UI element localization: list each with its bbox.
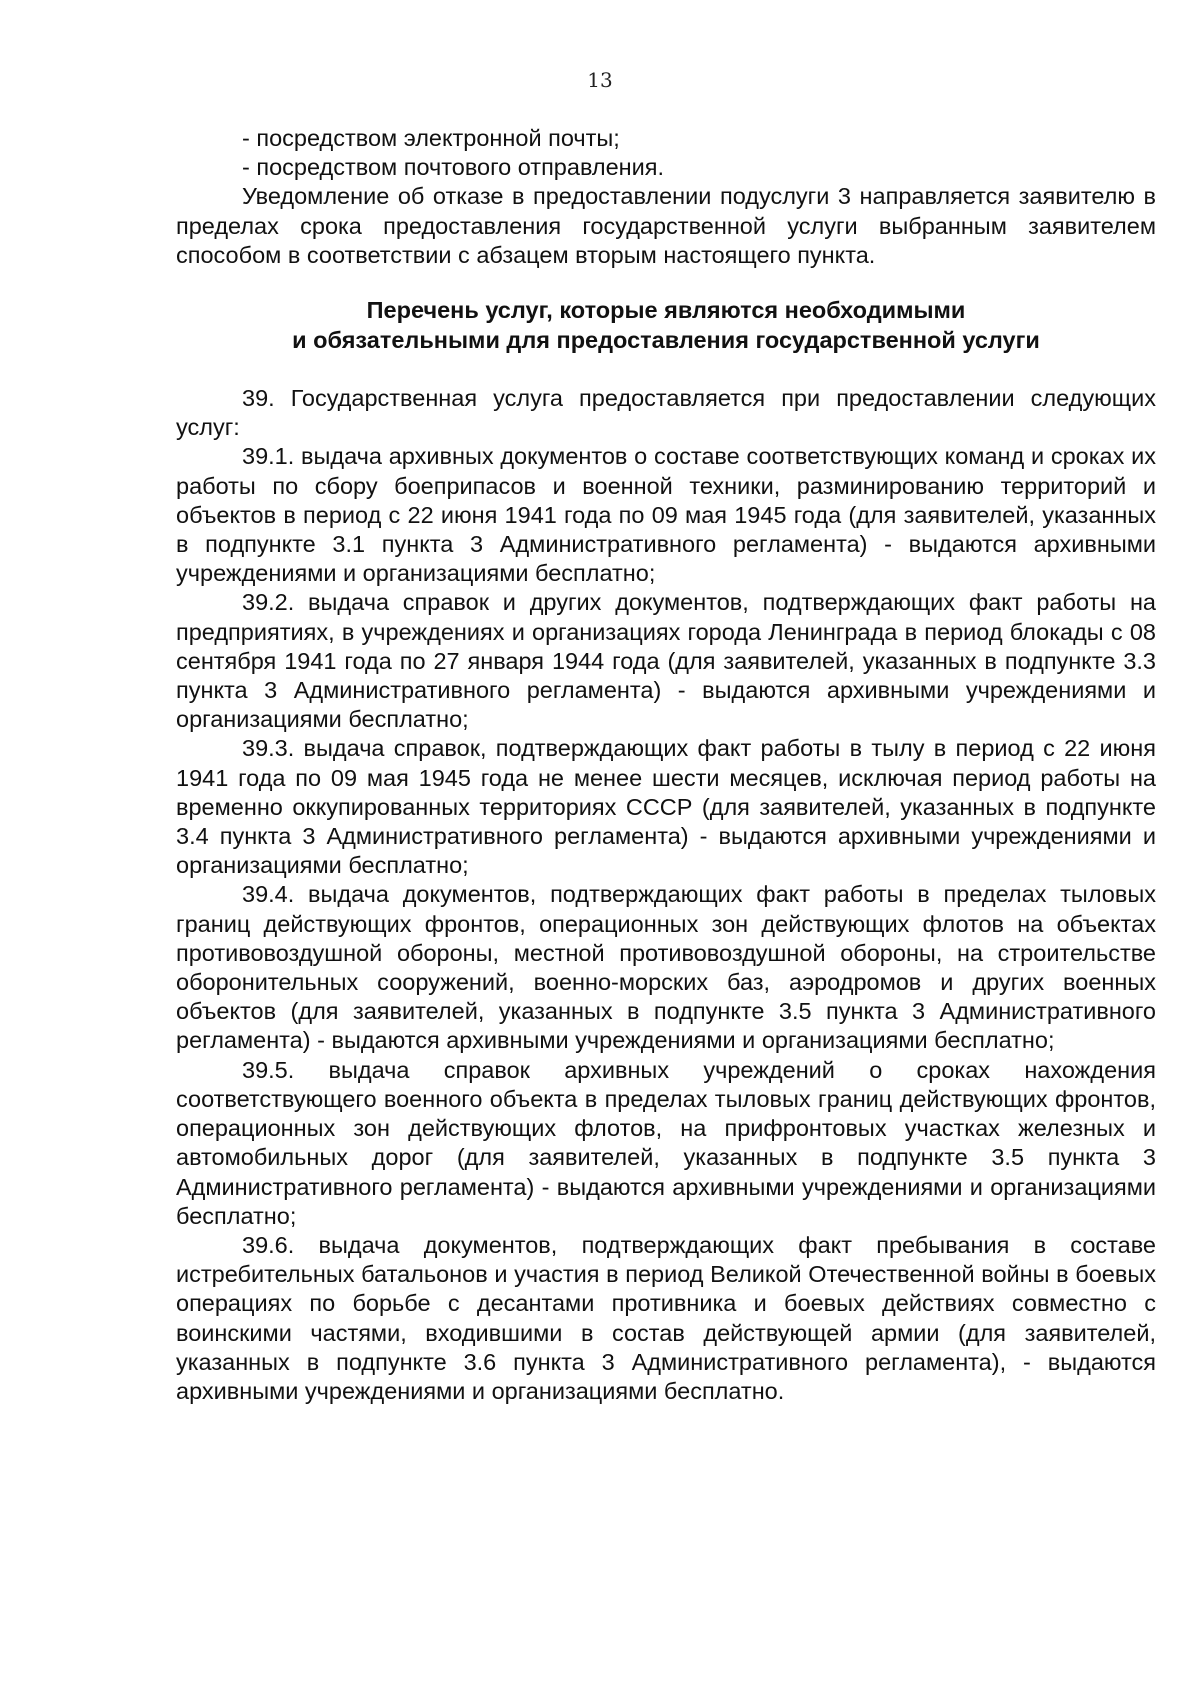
delivery-method-post: - посредством почтового отправления.	[242, 154, 665, 181]
paragraph-39-4: 39.4. выдача документов, подтверждающих факт работы в пределах тыловых границ действующих фронтов, операционных зон действующих флотов на объектах противовоздушной обороны, местной противовоздушной обороны, на строительстве оборонительных сооружений, военно-морских баз, аэродромов и других военных объектов (для заявителей, указанных в подпункте 3.5 пункта 3 Административного регламента) - выдаются архивными учреждениями и организациями бесплатно;	[176, 881, 1156, 1054]
document-body	[176, 124, 1156, 1406]
section-heading	[176, 295, 1156, 355]
paragraph-39-3: 39.3. выдача справок, подтверждающих факт работы в тылу в период с 22 июня 1941 года по 09 мая 1945 года не менее шести месяцев, исключая период работы на временно оккупированных территориях СССР (для заявителей, указанных в подпункте 3.4 пункта 3 Административного регламента) - выдаются архивными учреждениями и организациями бесплатно;	[176, 735, 1156, 879]
section-heading-line-1: Перечень услуг, которые являются необходимыми	[366, 297, 966, 324]
paragraph-39-5: 39.5. выдача справок архивных учреждений о сроках нахождения соответствующего военного объекта в пределах тыловых границ действующих фронтов, операционных зон действующих флотов, на прифронтовых участках железных и автомобильных дорог (для заявителей, указанных в подпункте 3.5 пункта 3 Административного регламента) - выдаются архивными учреждениями и организациями бесплатно;	[176, 1056, 1156, 1229]
refusal-notice-paragraph: Уведомление об отказе в предоставлении подуслуги 3 направляется заявителю в пределах срока предоставления государственной услуги выбранным заявителем способом в соответствии с абзацем вторым настоящего пункта.	[176, 183, 1156, 268]
delivery-method-email: - посредством электронной почты;	[242, 125, 620, 151]
section-heading-line-2: и обязательными для предоставления государственной услуги	[292, 327, 1040, 354]
paragraph-39: 39. Государственная услуга предоставляется при предоставлении следующих услуг:	[176, 385, 1156, 441]
paragraph-39-2: 39.2. выдача справок и других документов, подтверждающих факт работы на предприятиях, в учреждениях и организациях города Ленинграда в период блокады с 08 сентября 1941 года по 27 января 1944 года (для заявителей, указанных в подпункте 3.3 пункта 3 Административного регламента) - выдаются архивными учреждениями и организациями бесплатно;	[176, 589, 1156, 733]
paragraph-39-6: 39.6. выдача документов, подтверждающих факт пребывания в составе истребительных батальонов и участия в период Великой Отечественной войны в боевых операциях по борьбе с десантами противника и боевых действиях совместно с воинскими частями, входившими в состав действующей армии (для заявителей, указанных в подпункте 3.6 пункта 3 Административного регламента), - выдаются архивными учреждениями и организациями бесплатно.	[176, 1231, 1156, 1404]
page-number: 13	[587, 68, 613, 92]
paragraph-39-1: 39.1. выдача архивных документов о составе соответствующих команд и сроках их работы по сбору боеприпасов и военной техники, разминированию территорий и объектов в период с 22 июня 1941 года по 09 мая 1945 года (для заявителей, указанных в подпункте 3.1 пункта 3 Административного регламента) - выдаются архивными учреждениями и организациями бесплатно;	[176, 443, 1156, 587]
